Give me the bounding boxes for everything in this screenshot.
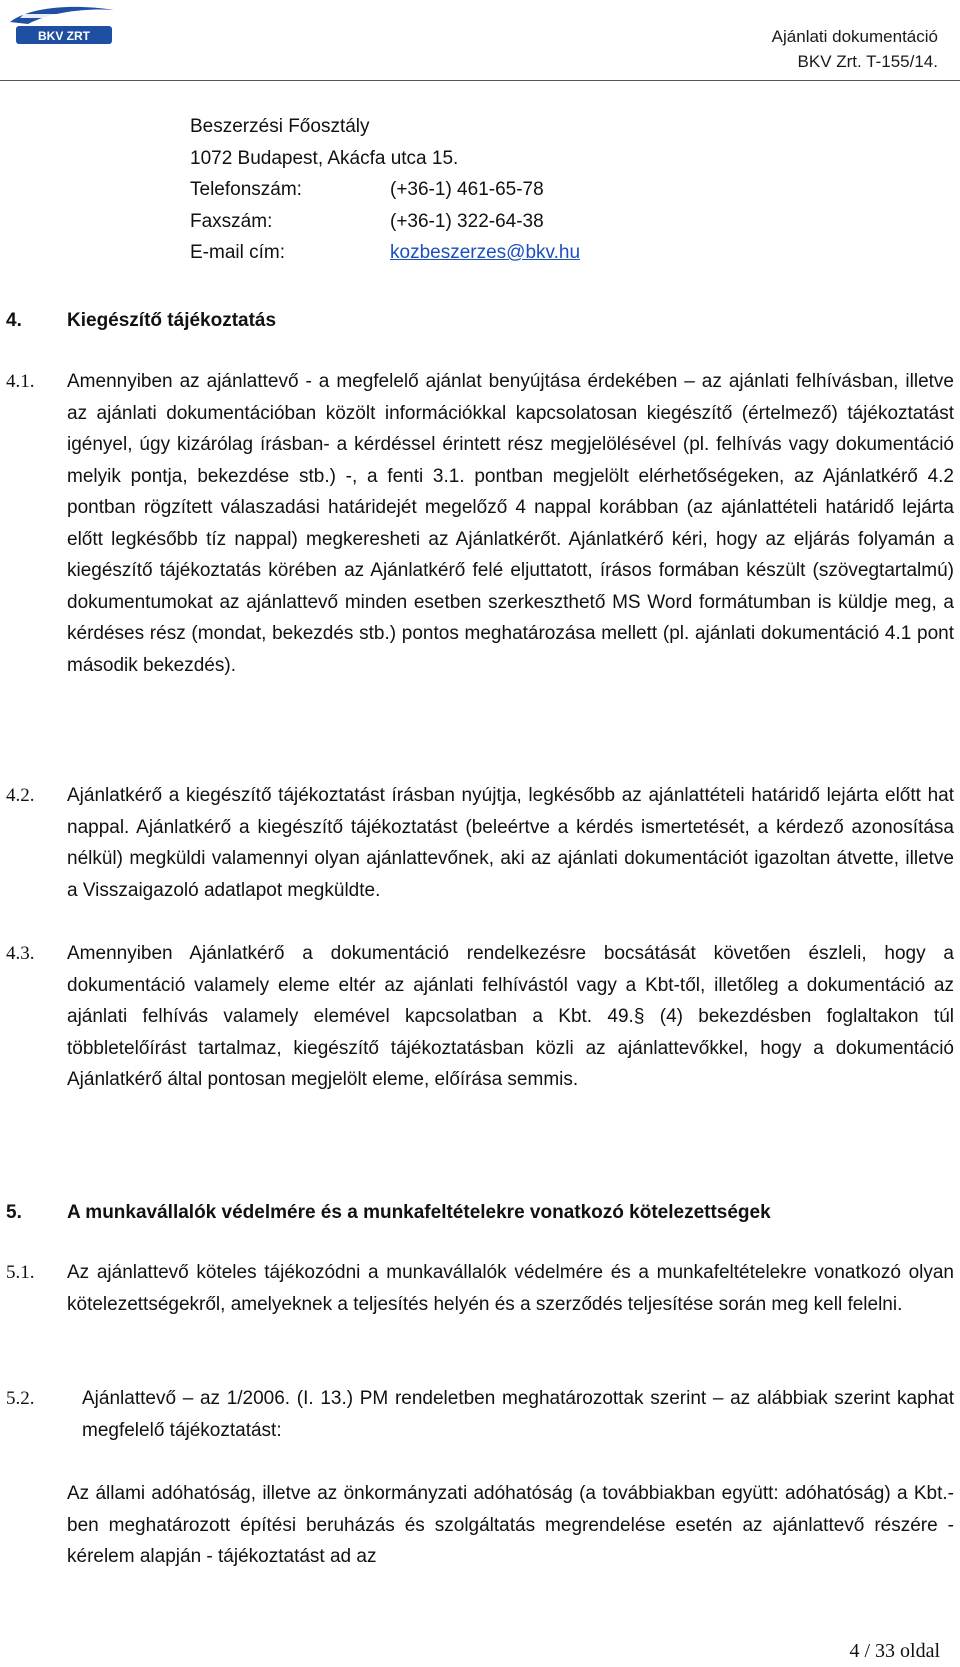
section-5-title: A munkavállalók védelmére és a munkafeltételekre vonatkozó kötelezettségek xyxy=(67,1202,771,1223)
para-4-3-number: 4.3. xyxy=(6,943,35,964)
dept-name: Beszerzési Főosztály xyxy=(190,116,370,137)
header-doc-info xyxy=(772,24,938,74)
phone-label: Telefonszám: xyxy=(190,179,302,200)
para-4-1-number: 4.1. xyxy=(6,371,35,392)
section-5-number: 5. xyxy=(6,1202,22,1223)
page-header xyxy=(0,0,960,84)
header-doc-ref: BKV Zrt. T-155/14. xyxy=(797,52,938,71)
email-label: E-mail cím: xyxy=(190,242,285,263)
fax-row xyxy=(190,206,580,238)
page-number: 4 / 33 oldal xyxy=(849,1640,940,1662)
para-5-2-number: 5.2. xyxy=(6,1388,35,1409)
email-link[interactable]: kozbeszerzes@bkv.hu xyxy=(390,242,581,263)
street-address: 1072 Budapest, Akácfa utca 15. xyxy=(190,147,459,169)
para-4-3: Amennyiben Ajánlatkérő a dokumentáció rendelkezésre bocsátását követően észleli, hogy a dokumentáció valamely eleme eltér az ajánlati felhívástól vagy a Kbt-től, illetőleg a dokumentáció az ajánlati felhívás valamely elemével kapcsolatban a Kbt. 49.§ (4) bekezdésben foglaltakon túl többletelőírást tartalmaz, kiegészítő tájékoztatásban közli az ajánlattevőkkel, hogy a dokumentáció Ajánlatkérő által pontosan megjelölt eleme, előírása semmis. xyxy=(67,943,954,1090)
para-4-2: Ajánlatkérő a kiegészítő tájékoztatást írásban nyújtja, legkésőbb az ajánlattételi határidő lejárta előtt hat nappal. Ajánlatkérő a kiegészítő tájékoztatást (beleértve a kérdés ismertetését, a kérdező azonosítása nélkül) megküldi valamennyi olyan ajánlattevőnek, aki az ajánlati dokumentációt igazoltan átvette, illetve a Visszaigazoló adatlapot megküldte. xyxy=(67,785,954,901)
para-5-1: Az ajánlattevő köteles tájékozódni a munkavállalók védelmére és a munkafeltételekre vonatkozó olyan kötelezettségekről, amelyeknek a teljesítés helyén és a szerződés teljesítése során meg kell felelni. xyxy=(67,1262,954,1315)
para-5-2-body: Az állami adóhatóság, illetve az önkormányzati adóhatóság (a továbbiakban együtt: adóhatóság) a Kbt.-ben meghatározott építési beruházás és szolgáltatás megrendelése esetén az ajánlattevő részére - kérelem alapján - tájékoztatást ad az xyxy=(67,1483,954,1567)
bkv-logo xyxy=(6,2,118,48)
para-4-2-number: 4.2. xyxy=(6,785,35,806)
fax-value: (+36-1) 322-64-38 xyxy=(390,210,544,232)
logo-text: BKV ZRT xyxy=(38,29,90,43)
section-4-title: Kiegészítő tájékoztatás xyxy=(67,310,277,331)
fax-label: Faxszám: xyxy=(190,210,273,232)
header-doc-title: Ajánlati dokumentáció xyxy=(771,27,938,46)
para-5-2: Ajánlattevő – az 1/2006. (I. 13.) PM rendeletben meghatározottak szerint – az alábbiak szerint kaphat megfelelő tájékoztatást: xyxy=(82,1388,954,1441)
header-divider xyxy=(0,80,960,81)
contact-block xyxy=(190,111,580,269)
para-5-1-number: 5.1. xyxy=(6,1262,35,1283)
phone-value: (+36-1) 461-65-78 xyxy=(390,179,544,200)
email-row xyxy=(190,237,580,269)
phone-row xyxy=(190,174,580,206)
section-4-number: 4. xyxy=(6,310,22,331)
para-4-1: Amennyiben az ajánlattevő - a megfelelő ajánlat benyújtása érdekében – az ajánlati felhívásban, illetve az ajánlati dokumentációban közölt információkkal kapcsolatosan kiegészítő (értelmező) tájékoztatást igényel, úgy kizárólag írásban- a kérdéssel érintett rész megjelölésével (pl. felhívás vagy dokumentáció melyik pontja, bekezdése stb.) -, a fenti 3.1. pontban megjelölt elérhetőségeken, az Ajánlatkérő 4.2 pontban rögzített válaszadási határidejét megelőző 4 nappal korábban (az ajánlattételi határidő lejárta előtt legkésőbb tíz nappal) megkeresheti az Ajánlatkérőt. Ajánlatkérő kéri, hogy az eljárás folyamán a kiegészítő tájékoztatás körében az Ajánlatkérő felé eljuttatott, írásos formában készült (szövegtartalmú) dokumentumokat az ajánlattevő minden esetben szerkeszthető MS Word formátumban is küldje meg, a kérdéses rész (mondat, bekezdés stb.) pontos meghatározása mellett (pl. ajánlati dokumentáció 4.1 pont második bekezdés). xyxy=(67,371,954,676)
